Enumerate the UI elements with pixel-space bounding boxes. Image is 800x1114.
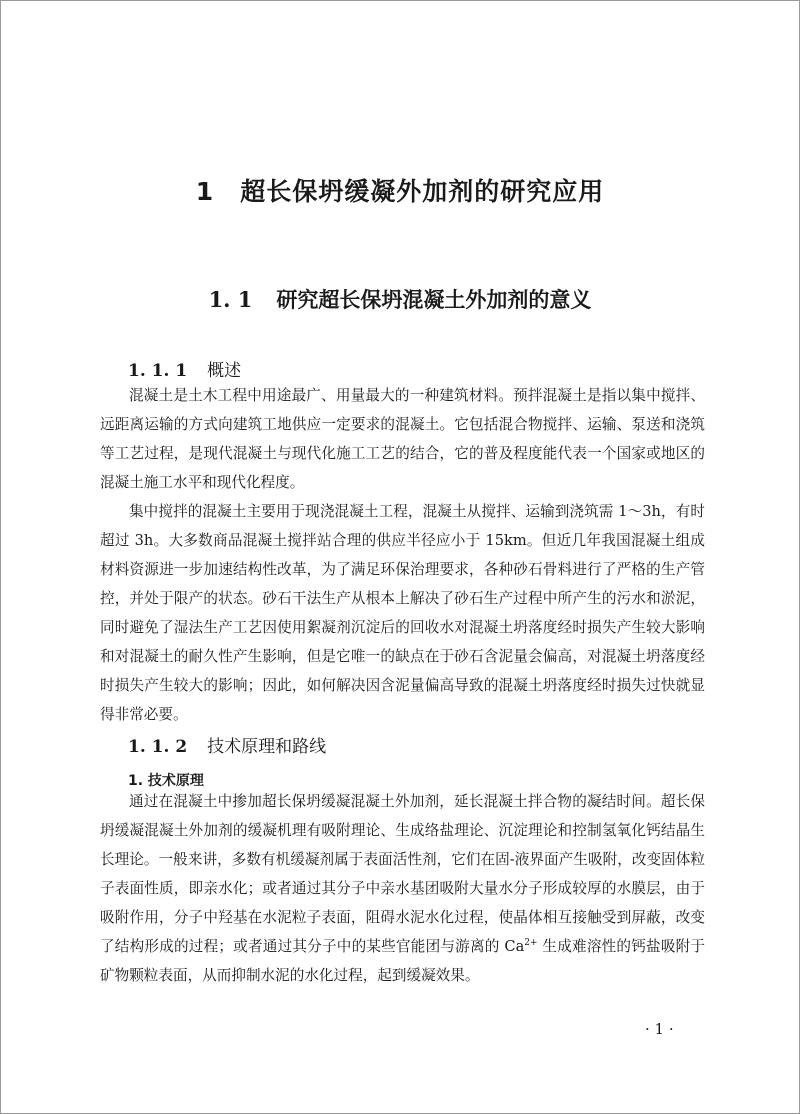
page-number: · 1 · — [645, 1020, 674, 1038]
chapter-title-text: 超长保坍缓凝外加剂的研究应用 — [240, 177, 605, 206]
subsection-number: 1. 1. 2 — [128, 737, 188, 757]
paragraph — [100, 787, 705, 990]
item-heading: 1. 技术原理 — [128, 773, 204, 789]
section-title-text: 研究超长保坍混凝土外加剂的意义 — [276, 287, 592, 312]
chapter-number: 1 — [195, 177, 215, 206]
subsection-heading-principle — [128, 732, 326, 757]
subsection-title: 技术原理和路线 — [207, 737, 327, 757]
paragraph-text: 通过在混凝土中掺加超长保坍缓凝混凝土外加剂，延长混凝土拌合物的凝结时间。超长保坍缓凝混凝土外加剂的缓凝机理有吸附理论、生成络盐理论、沉淀理论和控制氢氧化钙结晶生长理论。一般来讲，多数有机缓凝剂属于表面活性剂，它们在固-液界面产生吸附，改变固体粒子表面性质，即亲水化；或者通过其分子中亲水基团吸附大量水分子形成较厚的水膜层，由于吸附作用，分子中羟基在水泥粒子表面，阻碍水泥水化过程，使晶体相互接触受到屏蔽，改变了结构形成的过程；或者通过其分子中的某些官能团与游离的 Ca — [100, 793, 705, 955]
paragraph: 混凝土是土木工程中用途最广、用量最大的一种建筑材料。预拌混凝土是指以集中搅拌、远距离运输的方式向建筑工地供应一定要求的混凝土。它包括混合物搅拌、运输、泵送和浇筑等工艺过程，是现代混凝土与现代化施工工艺的结合，它的普及程度能代表一个国家或地区的混凝土施工水平和现代化程度。 — [100, 387, 705, 491]
ion-charge-superscript: 2+ — [524, 938, 538, 949]
subsection-number: 1. 1. 1 — [128, 361, 188, 381]
section-title — [0, 284, 800, 314]
subsection-title: 概述 — [207, 361, 242, 381]
paragraph-text-continued: 生成难溶性的钙盐吸附于矿物颗粒表面，从而抑制水泥的水化过程，起到缓凝效果。 — [100, 938, 706, 984]
section-number: 1. 1 — [208, 287, 253, 312]
paragraph: 集中搅拌的混凝土主要用于现浇混凝土工程，混凝土从搅拌、运输到浇筑需 1～3h，有时超过 3h。大多数商品混凝土搅拌站合理的供应半径应小于 15km。但近几年我国混凝土组成材料资源进一步加速结构性改革，为了满足环保治理要求，各种砂石骨料进行了严格的生产管控，并处于限产的状态。砂石干法生产从根本上解决了砂石生产过程中所产生的污水和淤泥，同时避免了湿法生产工艺因使用絮凝剂沉淀后的回收水对混凝土坍落度经时损失产生较大影响和对混凝土的耐久性产生影响，但是它唯一的缺点在于砂石含泥量会偏高，对混凝土坍落度经时损失产生较大的影响；因此，如何解决因含泥量偏高导致的混凝土坍落度经时损失过快就显得非常必要。 — [100, 503, 705, 723]
subsection-heading-overview — [128, 356, 241, 381]
chapter-title — [0, 172, 800, 208]
